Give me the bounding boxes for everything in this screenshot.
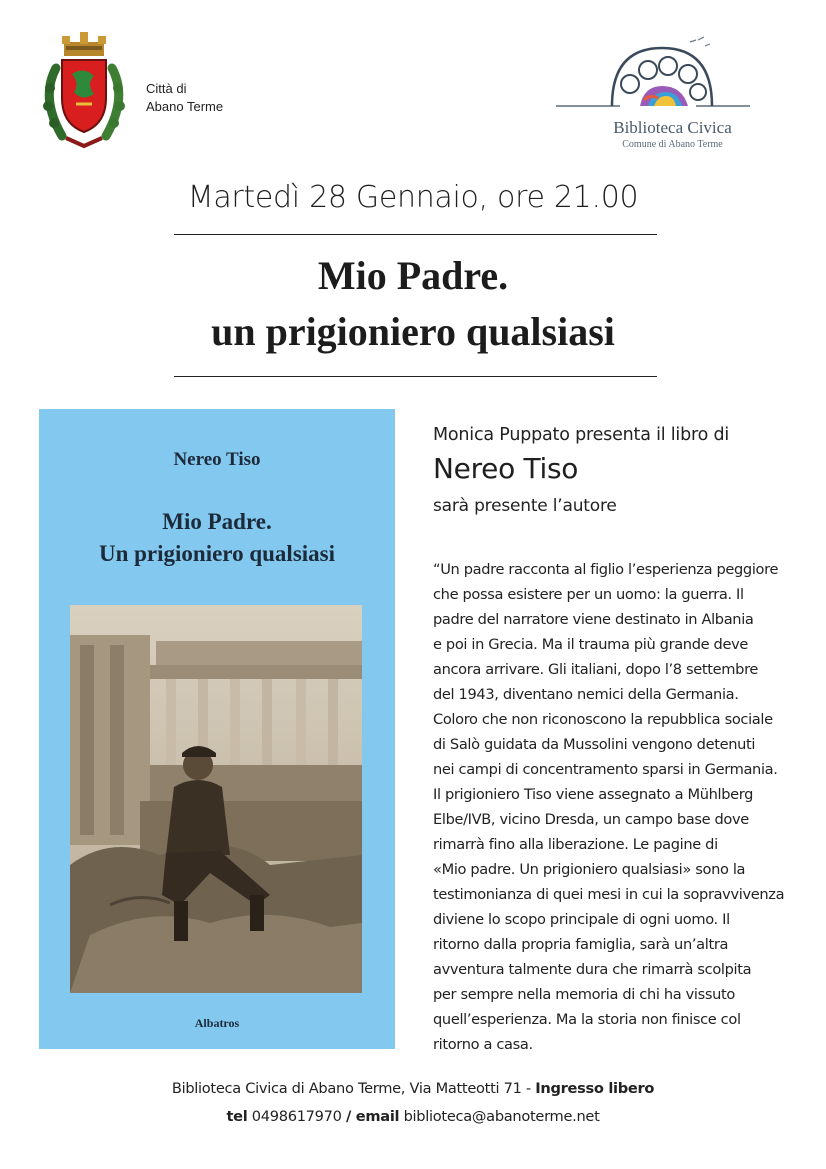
event-title-line1: Mio Padre. — [317, 253, 509, 298]
blurb-line: diviene lo scopo principale di ogni uomo. Il — [433, 911, 730, 928]
blurb-line: Il prigioniero Tiso viene assegnato a Mühlberg — [433, 786, 754, 803]
blurb-line: “Un padre racconta al figlio l’esperienza peggiore — [433, 561, 779, 578]
city-coat-of-arms-icon — [36, 28, 132, 152]
book-cover — [39, 409, 395, 1049]
blurb-line: «Mio padre. Un prigioniero qualsiasi» sono la — [433, 861, 746, 878]
divider — [174, 376, 657, 377]
presenter-line: Monica Puppato presenta il libro di — [433, 425, 730, 445]
blurb-line: ritorno a casa. — [433, 1036, 533, 1053]
footer-address — [0, 1080, 826, 1097]
tel-label: tel — [226, 1108, 248, 1125]
blurb-line: quell’esperienza. Ma la storia non finisce col — [433, 1011, 741, 1028]
cover-publisher: Albatros — [194, 1016, 240, 1030]
blurb-line: padre del narratore viene destinato in Albania — [433, 611, 754, 628]
blurb-line: Coloro che non riconoscono la repubblica sociale — [433, 711, 773, 728]
email-value: biblioteca@abanoterme.net — [399, 1108, 600, 1125]
library-name: Biblioteca Civica — [613, 118, 732, 137]
book-blurb — [433, 557, 803, 1057]
cover-author: Nereo Tiso — [173, 449, 261, 470]
footer-contacts — [0, 1108, 826, 1125]
footer-entry: Ingresso libero — [535, 1080, 655, 1097]
author-name: Nereo Tiso — [433, 452, 579, 485]
event-title-line2: un prigioniero qualsiasi — [211, 309, 615, 354]
cover-title-line1: Mio Padre. — [162, 509, 272, 534]
library-subtitle: Comune di Abano Terme — [622, 139, 723, 150]
email-label: email — [355, 1108, 400, 1125]
contact-separator: / — [345, 1108, 356, 1125]
blurb-line: e poi in Grecia. Ma il trauma più grande deve — [433, 636, 748, 653]
blurb-line: ancora arrivare. Gli italiani, dopo l’8 settembre — [433, 661, 759, 678]
blurb-line: Elbe/IVB, vicino Dresda, un campo base dove — [433, 811, 749, 828]
city-label — [146, 80, 223, 116]
city-label-line2: Abano Terme — [146, 99, 224, 114]
blurb-line: avventura talmente dura che rimarrà scolpita — [433, 961, 752, 978]
blurb-line: del 1943, diventano nemici della Germania. — [433, 686, 739, 703]
blurb-line: per sempre nella memoria di chi ha vissuto — [433, 986, 735, 1003]
blurb-line: testimonianza di quei mesi in cui la sopravvivenza — [433, 886, 785, 903]
author-note: sarà presente l’autore — [433, 496, 617, 516]
blurb-line: che possa esistere per un uomo: la guerra. Il — [433, 586, 744, 603]
tel-value: 0498617970 — [247, 1108, 346, 1125]
event-date: Martedì 28 Gennaio, ore 21.00 — [187, 180, 639, 215]
cover-title-line2: Un prigioniero qualsiasi — [98, 541, 336, 566]
blurb-line: rimarrà fino alla liberazione. Le pagine di — [433, 836, 718, 853]
footer-address-text: Biblioteca Civica di Abano Terme, Via Matteotti 71 - — [171, 1080, 536, 1097]
cover-photo — [70, 605, 362, 993]
blurb-line: di Salò guidata da Mussolini vengono detenuti — [433, 736, 756, 753]
blurb-line: ritorno dalla propria famiglia, sarà un’altra — [433, 936, 729, 953]
blurb-line: nei campi di concentramento sparsi in Germania. — [433, 761, 778, 778]
divider — [174, 234, 657, 235]
city-label-line1: Città di — [146, 81, 187, 96]
